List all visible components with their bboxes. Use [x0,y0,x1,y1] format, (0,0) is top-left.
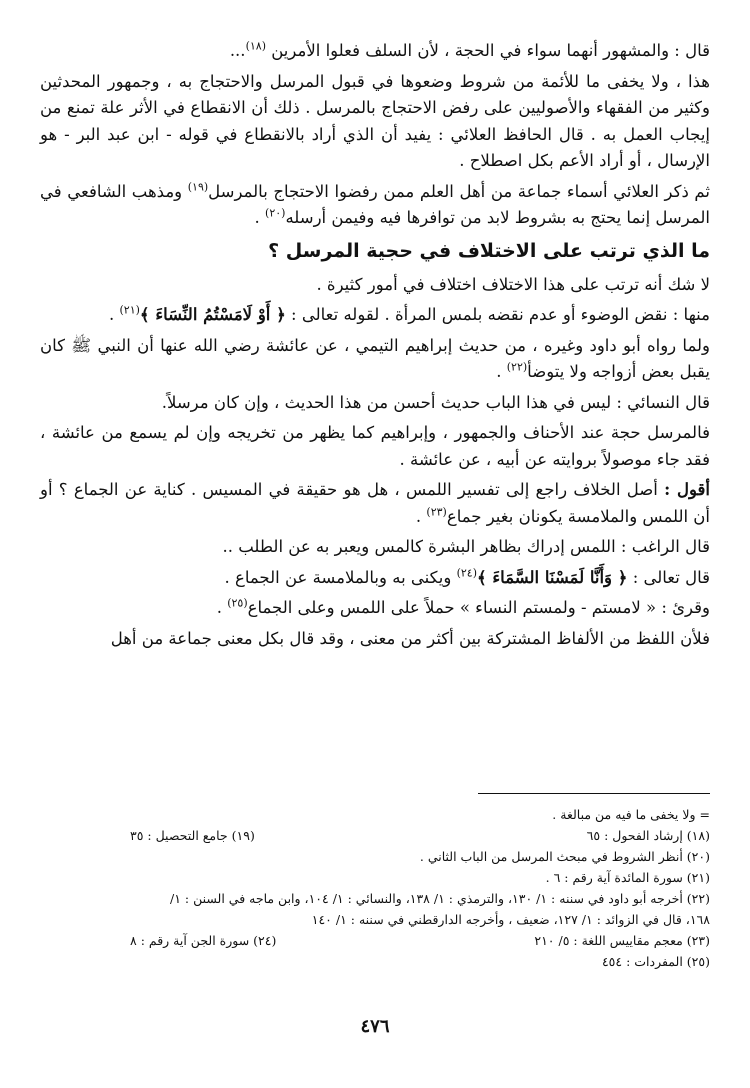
paragraph-9: أقول : أصل الخلاف راجع إلى تفسير اللمس ، هل هو حقيقة في المسيس . كناية عن الجماع ؟ أو أن اللمس والملامسة يكونان بغير جماع$^{(٢٣)}$ . [40,480,710,526]
paragraph-4: لا شك أنه ترتب على هذا الاختلاف اختلاف في أمور كثيرة . [316,274,710,294]
paragraph-3: ثم ذكر العلائي أسماء جماعة من أهل العلم ممن رفضوا الاحتجاج بالمرسل$^{(١٩)}$ ومذهب الشافعي في المرسل إنما يحتج به بشروط لابد من توافرها فيه وفيمن أرسله$^{(٢٠)}$ . [40,180,710,227]
paragraph-8: فالمرسل حجة عند الأحناف والجمهور ، وإبراهيم كما يظهر من تخريجه وإن لم يسمع من عائشة ، فقد جاء موصولاً بروايته عن أبيه ، عن عائشة . [40,423,710,469]
footnote-ref-18[interactable]: (١٨) [245,39,266,53]
main-text [40,38,710,656]
paragraph-5: منها : نقض الوضوء أو عدم نقضه بلمس المرأة . لقوله تعالى : ﴿ أَوْ لَامَسْتُمُ النِّسَاءَ ﴾$^{(٢١)}$ . [108,303,710,324]
paragraph-1: قال : والمشهور أنهما سواء في الحجة ، لأن السلف فعلوا الأمرين $^{(١٨)}$... [229,39,710,60]
footnote-row-18-19 [40,825,710,846]
footnote-ref-21[interactable]: (٢١) [119,303,140,317]
footnote-ref-20[interactable]: (٢٠) [265,206,286,220]
footnote-22-line-1: (٢٢) أخرجه أبو داود في سننه : ١/ ١٣٠، والترمذي : ١/ ١٣٨، والنسائي : ١/ ١٠٤، وابن ماجه في السنن : ١/ [169,891,710,906]
paragraph-6: ولما رواه أبو داود وغيره ، من حديث إبراهيم التيمي ، عن عائشة رضي الله عنها أن النبي ﷺ كان يقبل بعض أزواجه ولا يتوضأ$^{(٢٢)}$ . [40,335,710,381]
footnote-22-line-2: ١٦٨، قال في الزوائد : ١/ ١٢٧، ضعيف ، وأخرجه الدارقطني في سننه : ١/ ١٤٠ [311,912,710,927]
quran-verse-2: ﴿ وَأَنَّا لَمَسْنَا السَّمَاءَ ﴾ [477,567,628,587]
quran-verse-1: ﴿ أَوْ لَامَسْتُمُ النِّسَاءَ ﴾ [139,305,286,324]
paragraph-2: هذا ، ولا يخفى ما للأئمة من شروط وضعوها في قبول المرسل والاحتجاج به ، وجمهور المحدثين وكثير من الفقهاء والأصوليين على رفض الاحتجاج بالمرسل . ذلك أن الانقطاع في الأثر علة تمنع من إيجاب العمل به . قال الحافظ العلائي : يفيد أن الذي أراد بالانقطاع في قوله - ابن عبد البر - هو الإرسال ، أو أراد الأعم بكل اصطلاح . [40,71,710,170]
footnote-21: (٢١) سورة المائدة آية رقم : ٦ . [545,870,710,885]
footnote-ref-24[interactable]: (٢٤) [456,566,477,579]
paragraph-12: وقرئ : « لامستم - ولمستم النساء » حملاً على اللمس وعلى الجماع$^{(٢٥)}$ . [216,596,710,617]
footnote-25: (٢٥) المفردات : ٤٥٤ [601,954,710,969]
footnote-24: (٢٤) سورة الجن آية رقم : ٨ [130,933,277,948]
paragraph-13: فلأن اللفظ من الألفاظ المشتركة بين أكثر من معنى ، وقد قال بكل معنى جماعة من أهل [110,628,710,648]
paragraph-7: قال النسائي : ليس في هذا الباب حديث أحسن من هذا الحديث ، وإن كان مرسلاً. [161,392,710,412]
footnote-divider [478,793,710,794]
footnote-ref-19[interactable]: (١٩) [187,180,209,193]
footnote-19: (١٩) جامع التحصيل : ٣٥ [130,828,255,843]
footnote-18: (١٨) إرشاد الفحول : ٦٥ [586,828,710,843]
footnote-23: (٢٣) معجم مقاييس اللغة : ٥/ ٢١٠ [534,933,710,948]
footnote-row-23-24 [40,930,710,951]
footnote-20: (٢٠) أنظر الشروط في مبحث المرسل من الباب الثاني . [419,849,710,864]
aqool-lead: أقول : [664,480,710,499]
section-heading: ما الذي ترتب على الاختلاف في حجية المرسل ؟ [268,239,710,262]
page-number: ٤٧٦ [360,1016,390,1037]
footnote-ref-25[interactable]: (٢٥) [227,596,248,610]
footnote-ref-23[interactable]: (٢٣) [426,505,447,518]
footnotes [40,804,710,972]
paragraph-10: قال الراغب : اللمس إدراك بظاهر البشرة كالمس ويعبر به عن الطلب .. [222,537,710,556]
paragraph-11: قال تعالى : ﴿ وَأَنَّا لَمَسْنَا السَّمَاءَ ﴾$^{(٢٤)}$ ويكنى به وبالملامسة عن الجماع . [224,566,710,587]
footnote-continuation: = ولا يخفى ما فيه من مبالغة . [552,807,710,822]
footnote-ref-22[interactable]: (٢٢) [506,360,528,374]
